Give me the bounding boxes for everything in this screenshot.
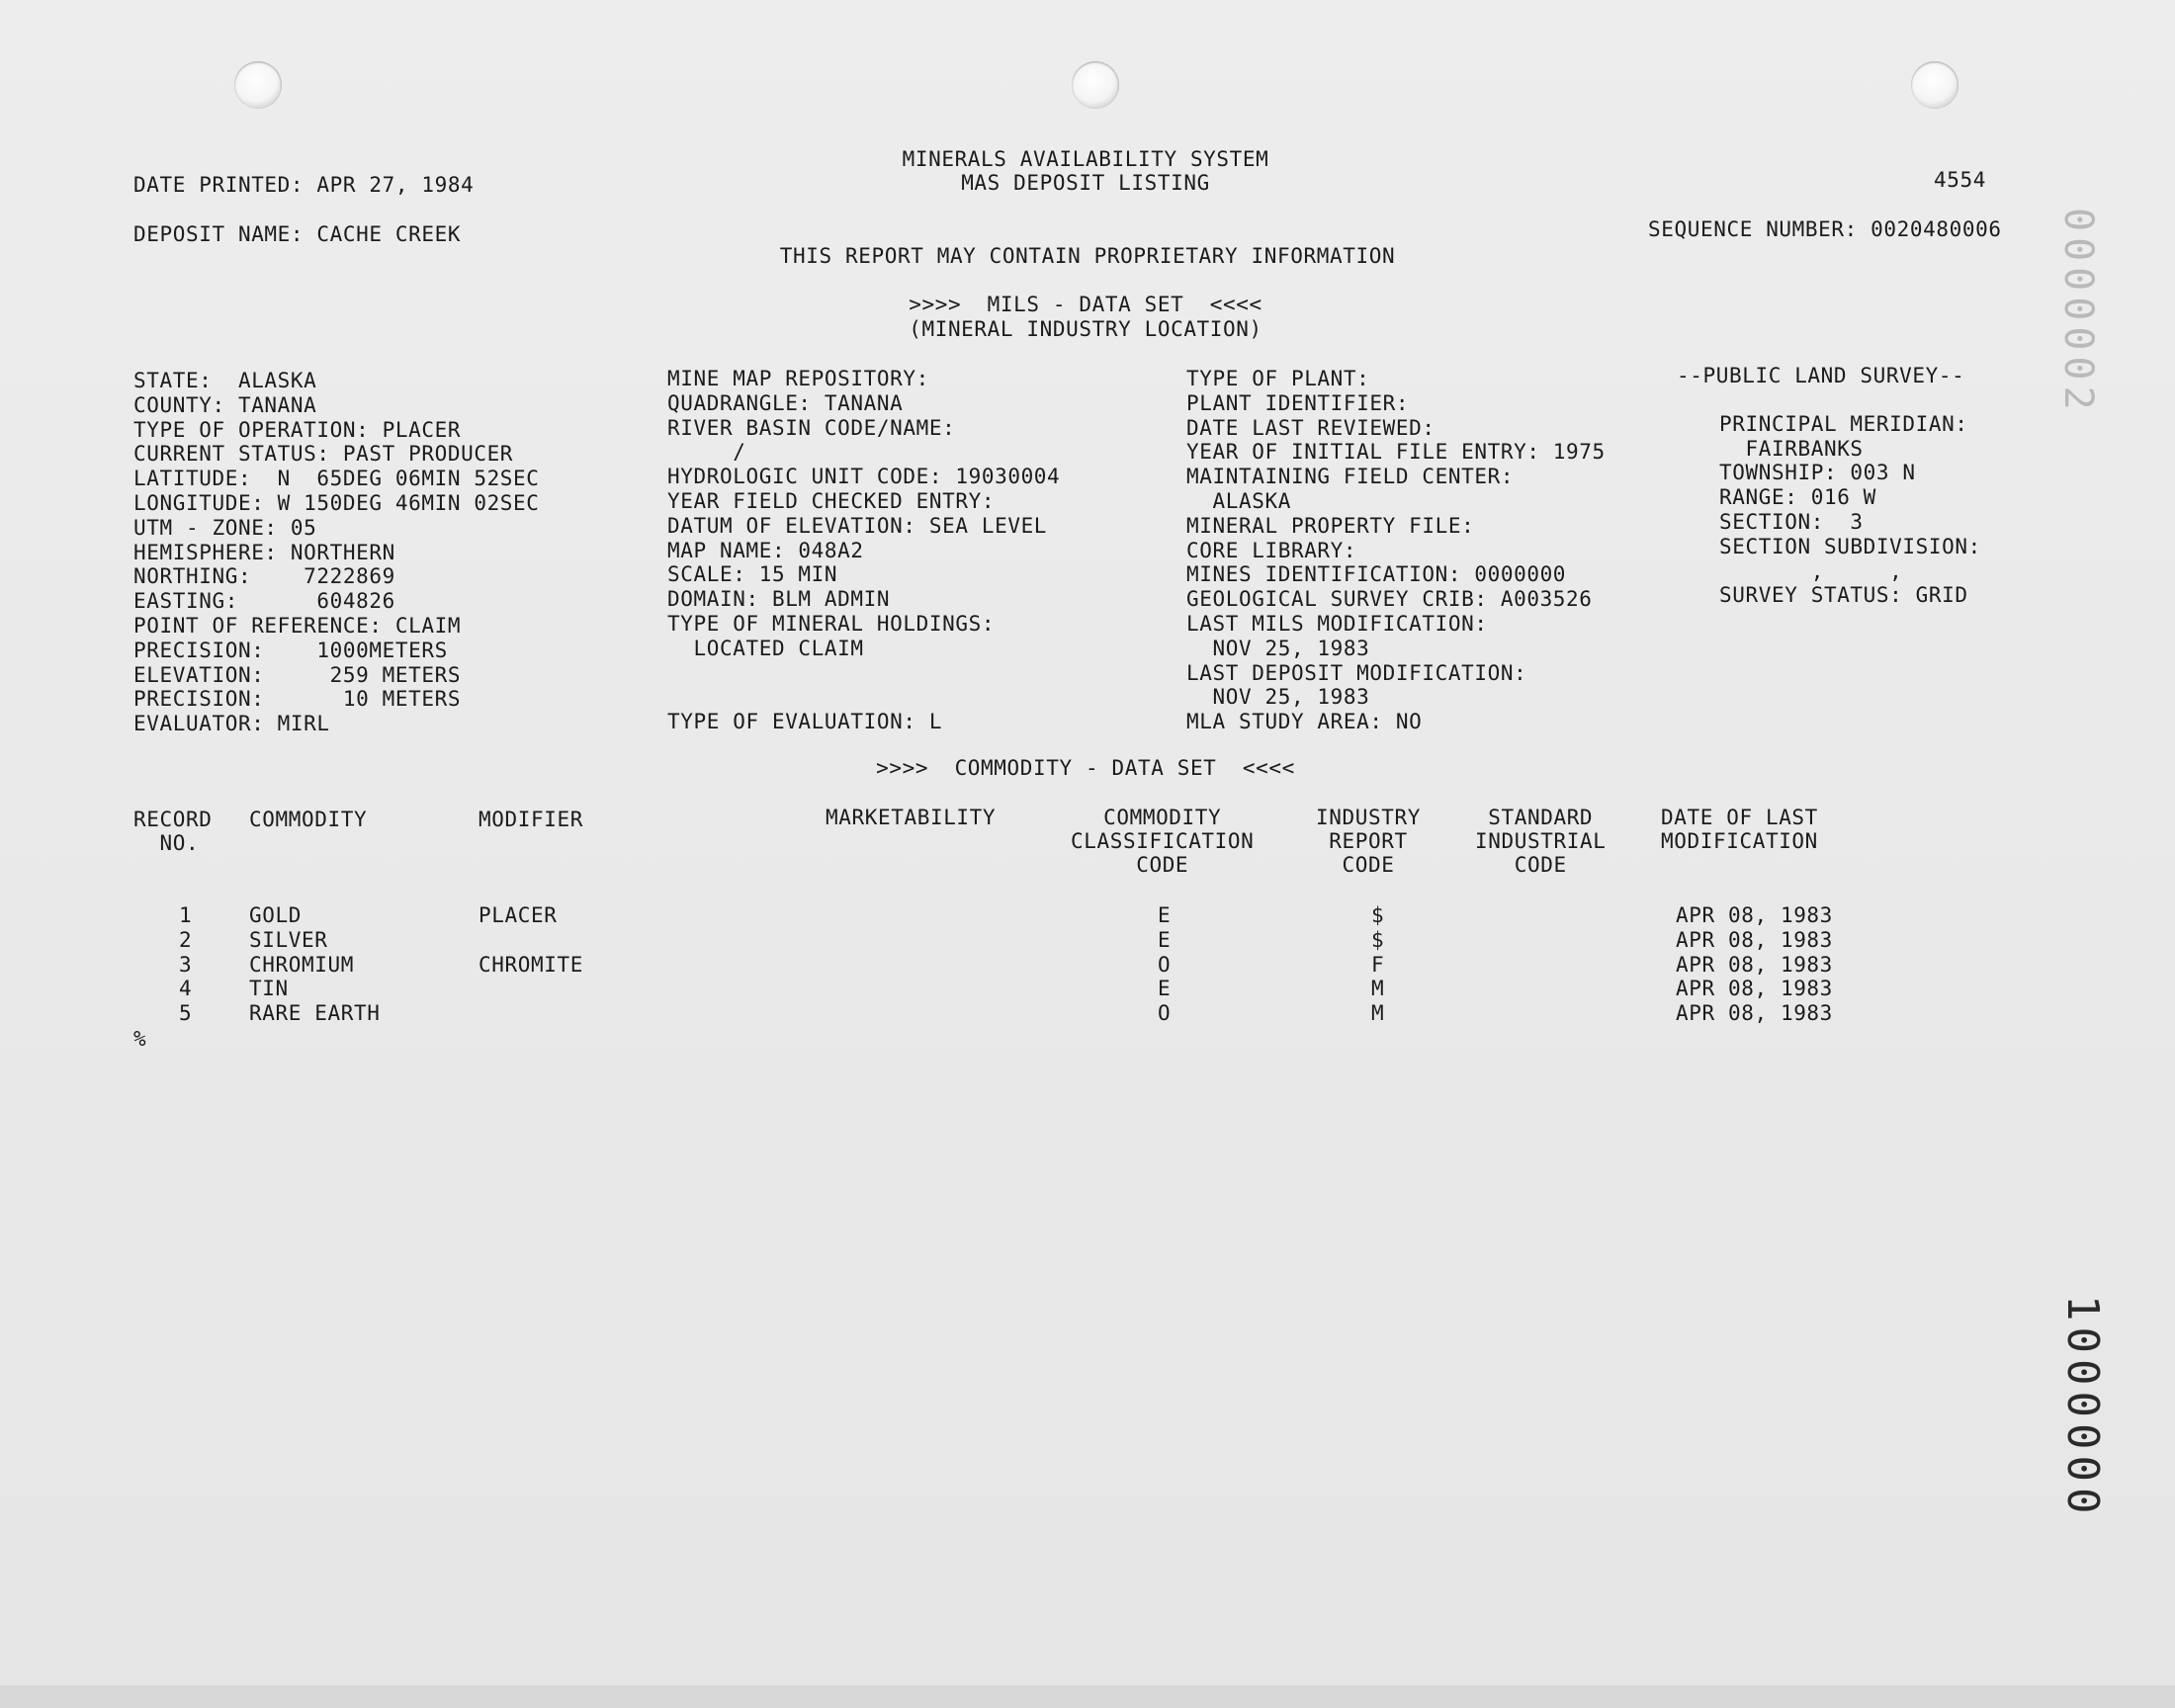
header-classification: COMMODITY CLASSIFICATION CODE <box>1071 806 1255 877</box>
cell-class-code: O <box>1158 1001 1172 1026</box>
mils-field-line: ELEVATION: 259 METERS <box>133 662 462 687</box>
cell-commodity: RARE EARTH <box>249 1001 381 1026</box>
plss-field-line: TOWNSHIP: 003 N <box>1719 461 1916 485</box>
mils-field-line: HYDROLOGIC UNIT CODE: 19030004 <box>667 465 1061 489</box>
mils-field-line: TYPE OF PLANT: <box>1186 367 1370 390</box>
plss-field-line: RANGE: 016 W <box>1719 485 1876 510</box>
cell-date: APR 08, 1983 <box>1676 952 1833 977</box>
mils-field-line: MINERAL PROPERTY FILE: <box>1186 513 1475 538</box>
mils-field-line: TYPE OF EVALUATION: L <box>667 710 943 734</box>
mils-field-line: LAST MILS MODIFICATION: <box>1186 612 1488 636</box>
mils-field-line: DATE LAST REVIEWED: <box>1186 415 1436 440</box>
cell-class-code: E <box>1158 977 1172 1001</box>
mils-field-line: NOV 25, 1983 <box>1186 685 1370 710</box>
mils-field-line: MINE MAP REPOSITORY: <box>667 367 929 390</box>
cell-industry-code: F <box>1371 952 1385 977</box>
cell-record-no: 1 <box>179 903 193 927</box>
end-marker: % <box>133 1027 147 1051</box>
mils-field-line: PLANT IDENTIFIER: <box>1186 390 1410 415</box>
serial-stamp-top: 0000002 <box>2055 208 2101 416</box>
mils-field-line: QUADRANGLE: TANANA <box>667 390 904 415</box>
mils-field-line: TYPE OF OPERATION: PLACER <box>133 417 462 442</box>
mils-field-line: DATUM OF ELEVATION: SEA LEVEL <box>667 513 1048 538</box>
mils-field-line: COUNTY: TANANA <box>133 392 317 417</box>
mils-field-line: LAST DEPOSIT MODIFICATION: <box>1186 660 1527 685</box>
cell-class-code: O <box>1158 952 1172 977</box>
mils-heading: >>>> MILS - DATA SET <<<< <box>909 293 1262 316</box>
listing-title: MAS DEPOSIT LISTING <box>961 171 1210 195</box>
plss-field-line: PRINCIPAL MERIDIAN: <box>1719 411 1968 436</box>
mils-field-line: PRECISION: 10 METERS <box>133 687 462 712</box>
mils-subheading: (MINERAL INDUSTRY LOCATION) <box>909 317 1262 341</box>
commodity-heading: >>>> COMMODITY - DATA SET <<<< <box>876 756 1295 780</box>
cell-modifier: PLACER <box>478 903 558 927</box>
mils-field-line: GEOLOGICAL SURVEY CRIB: A003526 <box>1186 587 1593 612</box>
mils-field-line: NORTHING: 7222869 <box>133 564 395 589</box>
plss-field-line: SECTION: 3 <box>1719 510 1864 534</box>
mils-field-line: SCALE: 15 MIN <box>667 562 838 587</box>
cell-date: APR 08, 1983 <box>1676 903 1833 927</box>
cell-commodity: SILVER <box>249 927 328 952</box>
mils-field-line: TYPE OF MINERAL HOLDINGS: <box>667 612 996 636</box>
mils-field-line: DOMAIN: BLM ADMIN <box>667 587 891 612</box>
mils-field-line: POINT OF REFERENCE: CLAIM <box>133 614 462 638</box>
cell-commodity: CHROMIUM <box>249 952 354 977</box>
cell-commodity: GOLD <box>249 903 302 927</box>
cell-industry-code: M <box>1371 977 1385 1001</box>
system-title: MINERALS AVAILABILITY SYSTEM <box>902 147 1269 171</box>
cell-record-no: 4 <box>179 977 193 1001</box>
mils-field-line: UTM - ZONE: 05 <box>133 515 317 540</box>
cell-class-code: E <box>1158 903 1172 927</box>
punch-hole-left-icon <box>234 61 282 109</box>
cell-industry-code: $ <box>1371 927 1385 952</box>
header-industry-report: INDUSTRY REPORT CODE <box>1316 806 1421 877</box>
mils-field-line: ALASKA <box>1186 489 1291 513</box>
mils-field-line: LOCATED CLAIM <box>667 636 864 660</box>
cell-record-no: 5 <box>179 1001 193 1026</box>
cell-record-no: 3 <box>179 952 193 977</box>
mils-field-line: YEAR FIELD CHECKED ENTRY: <box>667 489 996 513</box>
page-number: 4554 <box>1934 168 1986 192</box>
plss-field-line: SURVEY STATUS: GRID <box>1719 583 1968 608</box>
mils-field-line: STATE: ALASKA <box>133 369 317 392</box>
header-commodity: COMMODITY <box>249 808 368 831</box>
header-standard-industrial: STANDARD INDUSTRIAL CODE <box>1475 806 1607 877</box>
deposit-name: DEPOSIT NAME: CACHE CREEK <box>133 222 462 246</box>
plss-field-line: SECTION SUBDIVISION: <box>1719 534 1981 558</box>
mils-field-line: NOV 25, 1983 <box>1186 636 1370 660</box>
mils-field-line: YEAR OF INITIAL FILE ENTRY: 1975 <box>1186 440 1606 465</box>
punch-hole-right-icon <box>1911 61 1958 109</box>
plss-heading: --PUBLIC LAND SURVEY-- <box>1677 364 1965 387</box>
mils-field-line: LONGITUDE: W 150DEG 46MIN 02SEC <box>133 491 540 515</box>
mils-field-line: MAINTAINING FIELD CENTER: <box>1186 465 1515 489</box>
header-marketability: MARKETABILITY <box>826 806 997 829</box>
mils-field-line: EVALUATOR: MIRL <box>133 712 330 736</box>
cell-date: APR 08, 1983 <box>1676 977 1833 1001</box>
cell-commodity: TIN <box>249 977 289 1001</box>
mils-field-line: MAP NAME: 048A2 <box>667 538 864 562</box>
mils-field-line: MLA STUDY AREA: NO <box>1186 710 1423 734</box>
mils-field-line: HEMISPHERE: NORTHERN <box>133 540 395 564</box>
mils-field-line: RIVER BASIN CODE/NAME: <box>667 415 956 440</box>
cell-class-code: E <box>1158 927 1172 952</box>
cell-record-no: 2 <box>179 927 193 952</box>
plss-field-line: , , <box>1719 558 1903 583</box>
cell-modifier: CHROMITE <box>478 952 583 977</box>
punch-hole-center-icon <box>1072 61 1119 109</box>
mils-field-line: / <box>667 440 746 465</box>
mils-field-line: MINES IDENTIFICATION: 0000000 <box>1186 562 1567 587</box>
cell-date: APR 08, 1983 <box>1676 1001 1833 1026</box>
proprietary-notice: THIS REPORT MAY CONTAIN PROPRIETARY INFORMATION <box>779 244 1396 268</box>
sequence-number: SEQUENCE NUMBER: 0020480006 <box>1648 217 2002 241</box>
cell-industry-code: M <box>1371 1001 1385 1026</box>
header-modifier: MODIFIER <box>478 808 583 831</box>
cell-industry-code: $ <box>1371 903 1385 927</box>
plss-field-line: FAIRBANKS <box>1719 436 1864 461</box>
serial-stamp-bottom: 1000000 <box>2057 1295 2108 1520</box>
mils-field-line: CURRENT STATUS: PAST PRODUCER <box>133 442 514 467</box>
mils-field-line: EASTING: 604826 <box>133 589 395 614</box>
mils-field-line: LATITUDE: N 65DEG 06MIN 52SEC <box>133 467 540 491</box>
cell-date: APR 08, 1983 <box>1676 927 1833 952</box>
header-date-last-mod: DATE OF LAST MODIFICATION <box>1661 806 1818 853</box>
date-printed: DATE PRINTED: APR 27, 1984 <box>133 173 475 197</box>
mils-field-line: PRECISION: 1000METERS <box>133 638 448 662</box>
mils-field-line: CORE LIBRARY: <box>1186 538 1357 562</box>
header-record-no: RECORD NO. <box>133 808 213 855</box>
